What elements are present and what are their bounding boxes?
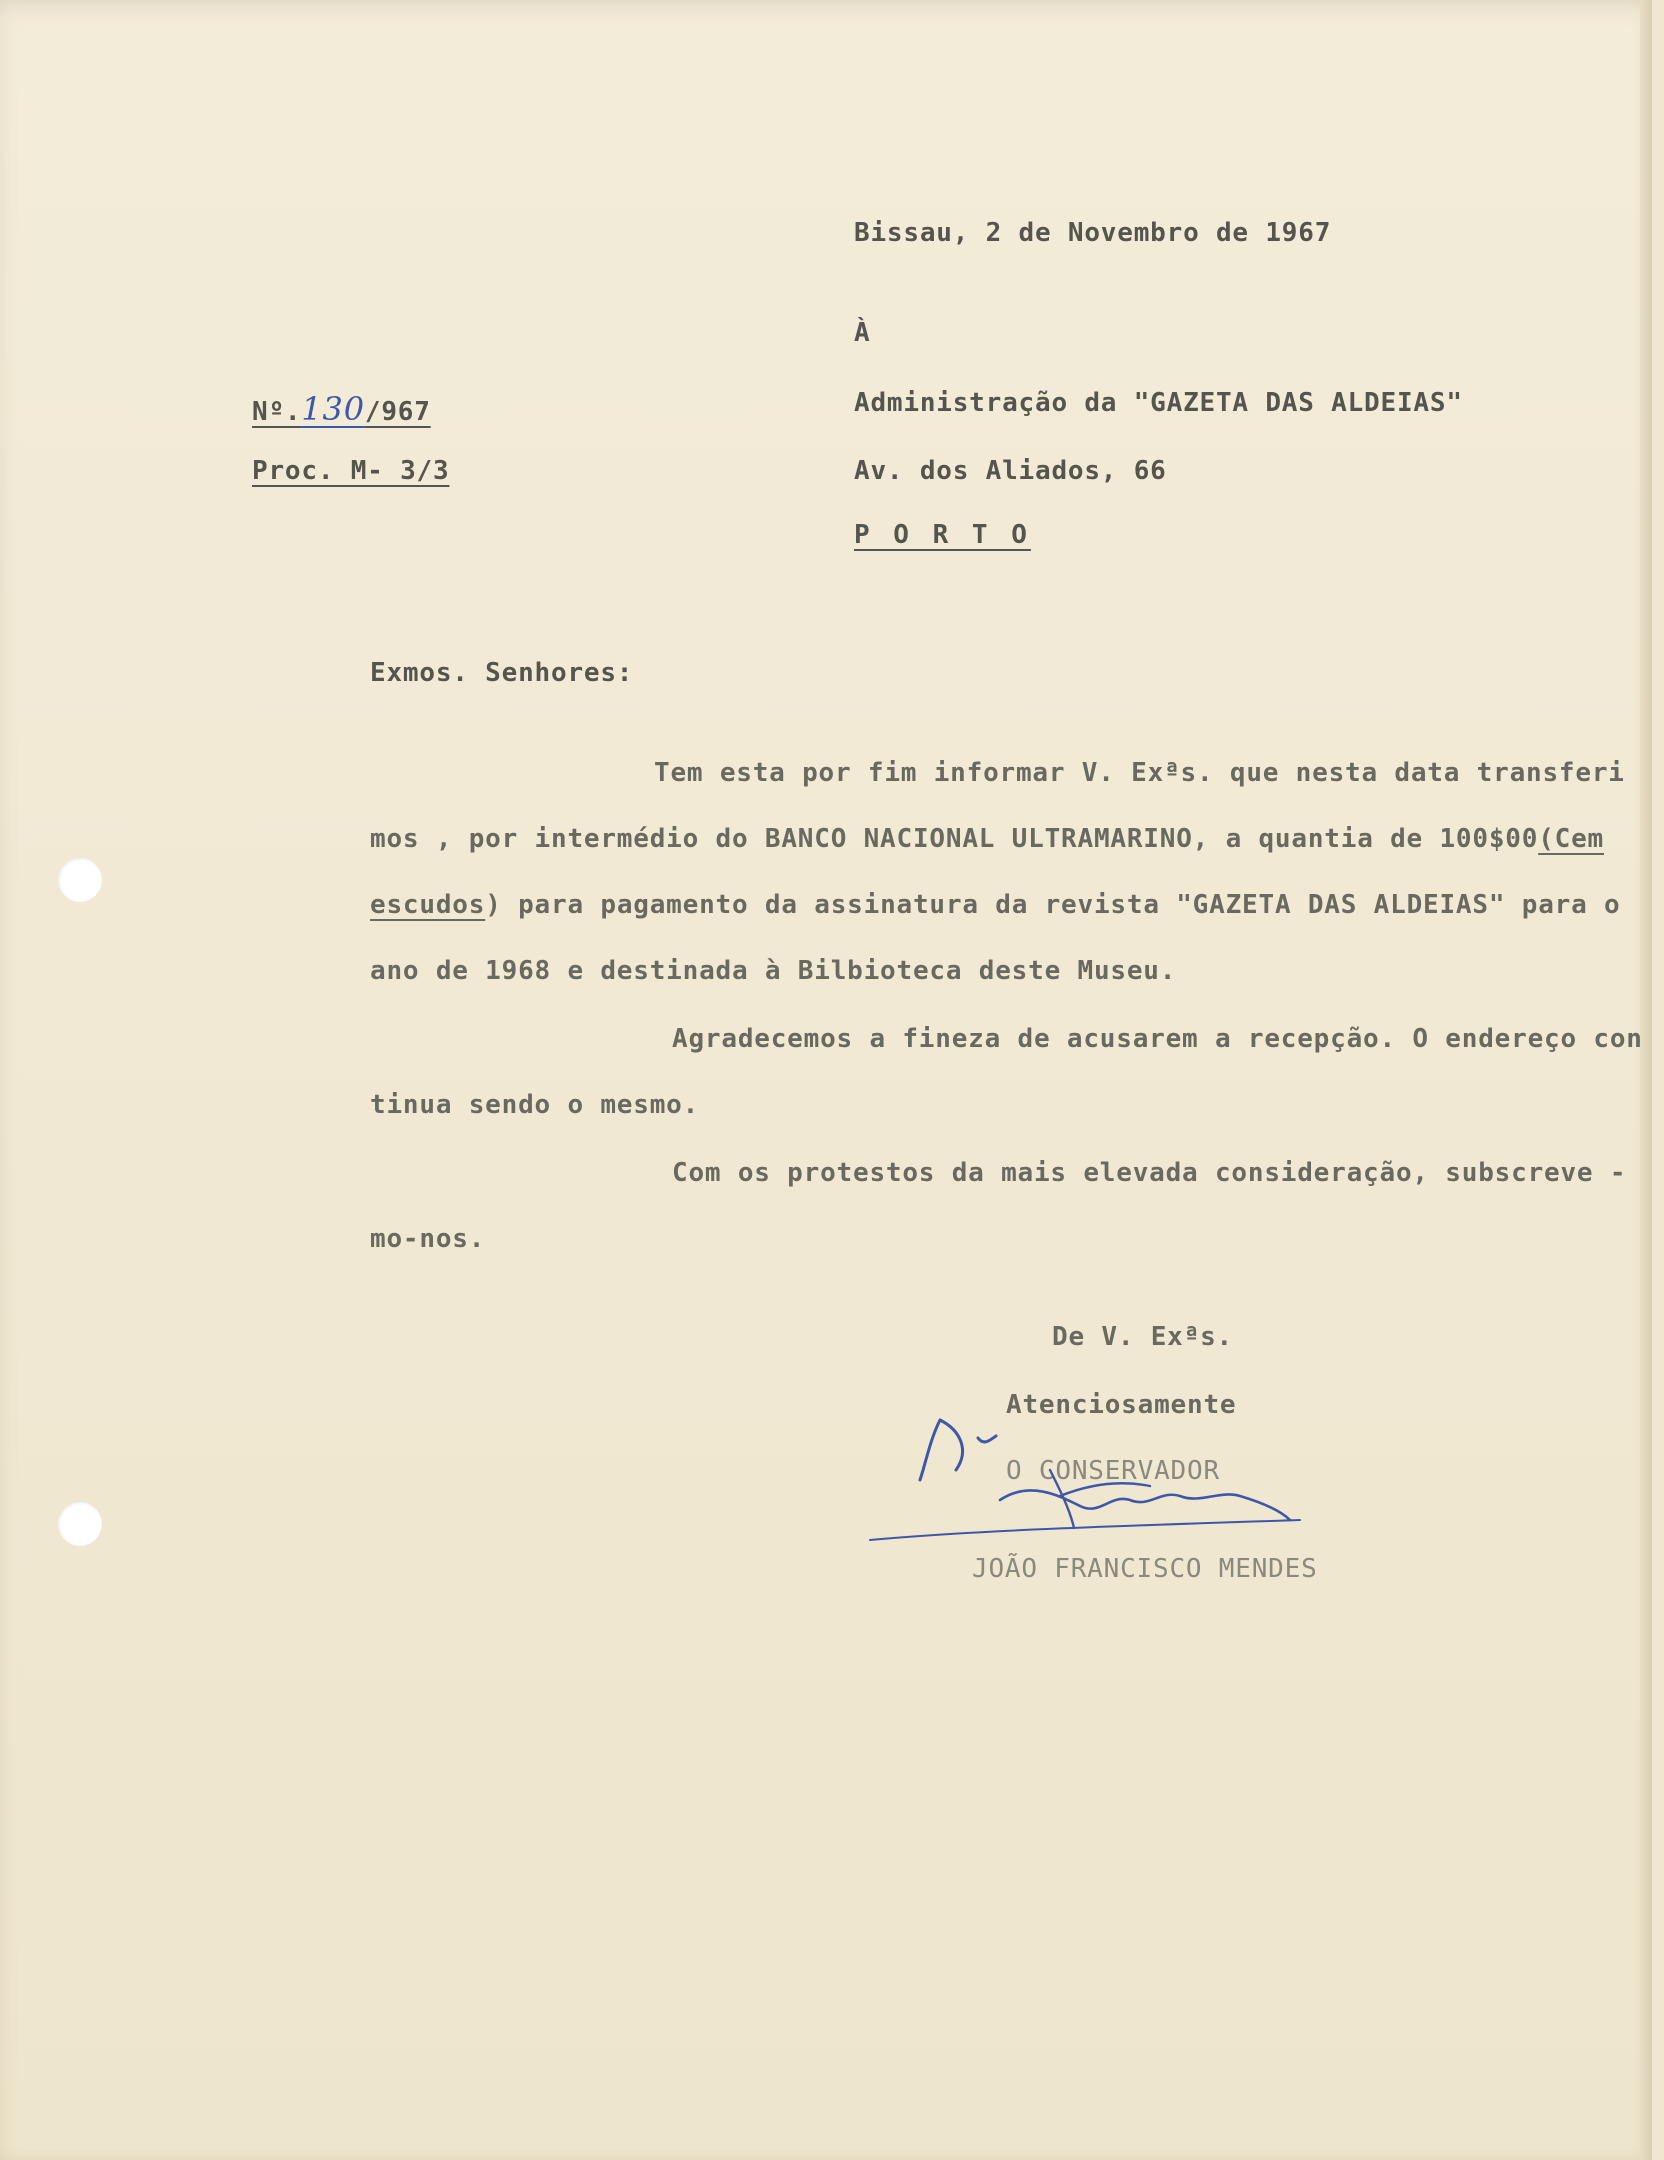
signatory-name: JOÃO FRANCISCO MENDES bbox=[972, 1554, 1318, 1584]
salutation: Exmos. Senhores: bbox=[370, 658, 634, 688]
body-line-2 bbox=[370, 824, 1604, 854]
recipient-name: Administração da "GAZETA DAS ALDEIAS" bbox=[854, 388, 1463, 418]
reference-number bbox=[252, 390, 431, 428]
closing-line-1: De V. Exªs. bbox=[1052, 1322, 1233, 1352]
body-line-5: Agradecemos a fineza de acusarem a recepção. O endereço con bbox=[672, 1024, 1643, 1054]
closing-title: O CONSERVADOR bbox=[1006, 1456, 1220, 1486]
recipient-city: P O R T O bbox=[854, 520, 1031, 550]
process-reference: Proc. M- 3/3 bbox=[252, 456, 450, 486]
letter-date: Bissau, 2 de Novembro de 1967 bbox=[854, 218, 1332, 248]
signature-icon bbox=[860, 1400, 1320, 1550]
body-line-3-escudos: escudos bbox=[370, 890, 486, 920]
body-line-6: tinua sendo o mesmo. bbox=[370, 1090, 700, 1120]
body-line-3 bbox=[370, 890, 1620, 920]
body-line-2-text: mos , por intermédio do BANCO NACIONAL ULTRAMARINO, a quantia de 100$00 bbox=[370, 824, 1539, 854]
reference-number-prefix: Nº. bbox=[252, 397, 302, 427]
reference-number-suffix: /967 bbox=[364, 397, 431, 427]
punch-hole-bottom bbox=[58, 1502, 102, 1546]
recipient-address: Av. dos Aliados, 66 bbox=[854, 456, 1167, 486]
body-line-8: mo-nos. bbox=[370, 1224, 486, 1254]
body-line-2-cem: (Cem bbox=[1538, 824, 1605, 854]
body-line-4: ano de 1968 e destinada à Bilbioteca deste Museu. bbox=[370, 956, 1177, 986]
paper-edge bbox=[1640, 0, 1652, 2160]
reference-number-handwritten: 130 bbox=[301, 390, 365, 428]
body-line-1: Tem esta por fim informar V. Exªs. que nesta data transferi bbox=[654, 758, 1625, 788]
body-line-7: Com os protestos da mais elevada consideração, subscreve - bbox=[672, 1158, 1627, 1188]
to-marker: À bbox=[854, 318, 871, 348]
body-line-3-text: ) para pagamento da assinatura da revista "GAZETA DAS ALDEIAS" para o bbox=[485, 890, 1621, 920]
closing-line-2: Atenciosamente bbox=[1006, 1390, 1237, 1420]
punch-hole-top bbox=[58, 858, 102, 902]
